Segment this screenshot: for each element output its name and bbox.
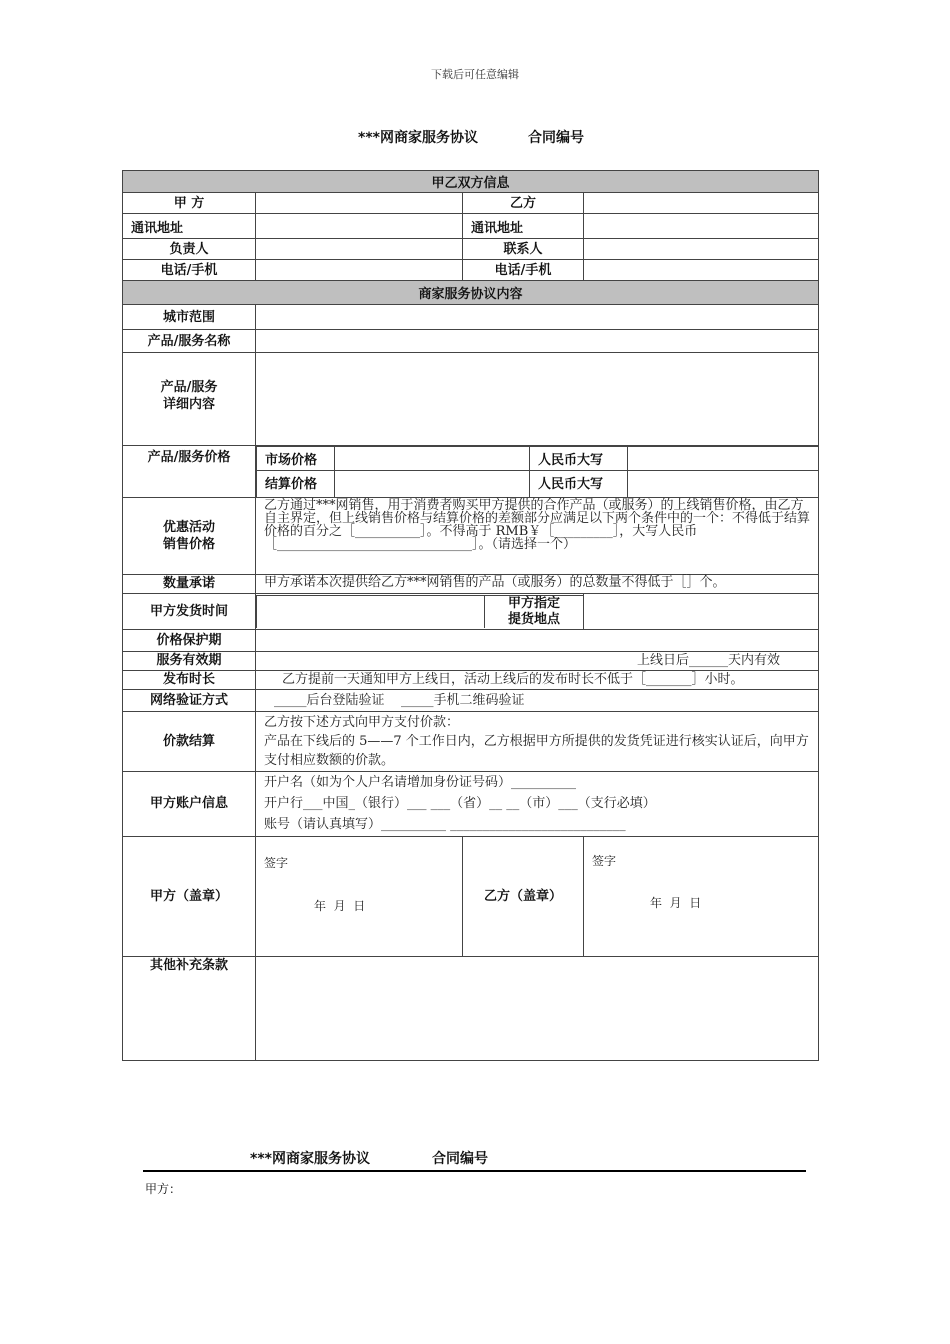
- section-parties-header: 甲乙双方信息: [123, 171, 819, 193]
- phone-a-field[interactable]: [256, 260, 463, 281]
- verify-method-label: 网络验证方式: [123, 689, 256, 711]
- pickup-location-label: 甲方指定 提货地点: [485, 595, 584, 628]
- settle-price-label: 结算价格: [257, 471, 335, 497]
- footer-agreement-name: ***网商家服务协议: [250, 1151, 370, 1167]
- quantity-label: 数量承诺: [123, 574, 256, 593]
- price-protect-field[interactable]: [256, 629, 819, 651]
- party-a-label: 甲 方: [123, 193, 256, 214]
- header-note: 下载后可任意编辑: [431, 68, 519, 81]
- party-b-field[interactable]: [584, 193, 819, 214]
- address-b-field[interactable]: [584, 214, 819, 239]
- pickup-location-field[interactable]: [584, 593, 819, 629]
- contact-b-label: 联系人: [463, 239, 584, 260]
- sign-b-label: 签字: [592, 853, 617, 868]
- ship-time-field[interactable]: [257, 595, 485, 628]
- market-price-label: 市场价格: [257, 447, 335, 471]
- footer-party-a-line: 甲方：: [145, 1182, 182, 1196]
- party-a-field[interactable]: [256, 193, 463, 214]
- phone-b-field[interactable]: [584, 260, 819, 281]
- sign-a-label: 签字: [264, 855, 289, 870]
- quantity-text: 甲方承诺本次提供给乙方***网销售的产品（或服务）的总数量不得低于［］个。: [256, 574, 819, 593]
- account-line-3: 账号（请认真填写）__________ ___________________________: [264, 816, 626, 832]
- rmb-upper-2-label: 人民币大写: [530, 471, 628, 497]
- rmb-upper-1-label: 人民币大写: [530, 447, 628, 471]
- city-scope-label: 城市范围: [123, 305, 256, 330]
- payment-text: [256, 711, 819, 771]
- settle-price-field[interactable]: [335, 471, 530, 497]
- agreement-form: [122, 170, 819, 1061]
- account-line-2: 开户行___中国_（银行）___ ___（省）__ __（市）___（支行必填）: [264, 795, 656, 811]
- product-name-label: 产品/服务名称: [123, 330, 256, 353]
- promo-price-text: 乙方通过***网销售，用于消费者购买甲方提供的合作产品（或服务）的上线销售价格，由乙方自主界定，但上线销售价格与结算价格的差额部分应满足以下两个条件中的一个：不得低于结算价格的百分之［__________］。不得高于 RMB￥［_________］，大写人民币［______________________________］。（请选择一个）: [256, 497, 819, 574]
- signature-b-field[interactable]: [584, 836, 819, 956]
- price-label: 产品/服务价格: [123, 446, 256, 498]
- contact-a-label: 负责人: [123, 239, 256, 260]
- agreement-name: ***网商家服务协议: [358, 130, 478, 146]
- product-name-field[interactable]: [256, 330, 819, 353]
- product-detail-label: 产品/服务 详细内容: [123, 353, 256, 446]
- payment-line-2: 产品在下线后的 5——7 个工作日内，乙方根据甲方所提供的发货凭证进行核实认证后，向甲方支付相应数额的价款。: [264, 733, 809, 768]
- ship-time-split: [256, 595, 583, 628]
- signature-a-field[interactable]: [256, 836, 463, 956]
- price-subtable-cell: [256, 446, 819, 498]
- contract-number-label: 合同编号: [527, 130, 584, 146]
- verify-method-text: _____后台登陆验证 _____手机二维码验证: [256, 689, 819, 711]
- party-b-label: 乙方: [463, 193, 584, 214]
- payment-line-1: 乙方按下述方式向甲方支付价款：: [264, 714, 460, 730]
- document-title: [358, 127, 584, 147]
- address-a-field[interactable]: [256, 214, 463, 239]
- phone-a-label: 电话/手机: [123, 260, 256, 281]
- date-b-label: 年 月 日: [650, 895, 702, 910]
- validity-label: 服务有效期: [123, 651, 256, 670]
- section-content-header: 商家服务协议内容: [123, 281, 819, 305]
- contact-a-field[interactable]: [256, 239, 463, 260]
- price-protect-label: 价格保护期: [123, 629, 256, 651]
- footer-divider: [143, 1170, 806, 1172]
- footer-contract-number-label: 合同编号: [431, 1151, 488, 1167]
- ship-time-cell: [256, 593, 584, 629]
- city-scope-field[interactable]: [256, 305, 819, 330]
- account-label: 甲方账户信息: [123, 771, 256, 836]
- date-a-label: 年 月 日: [314, 898, 366, 913]
- publish-duration-label: 发布时长: [123, 670, 256, 689]
- address-a-label: 通讯地址: [123, 214, 256, 239]
- other-terms-label: 其他补充条款: [123, 956, 256, 1060]
- market-price-field[interactable]: [335, 447, 530, 471]
- footer-title: [250, 1148, 488, 1168]
- stamp-a-label: 甲方（盖章）: [123, 836, 256, 956]
- payment-label: 价款结算: [123, 711, 256, 771]
- publish-duration-text: 乙方提前一天通知甲方上线日，活动上线后的发布时长不低于［_______］小时。: [256, 670, 819, 689]
- validity-text: 上线日后______天内有效: [256, 651, 819, 670]
- product-detail-field[interactable]: [256, 353, 819, 446]
- other-terms-field[interactable]: [256, 956, 819, 1060]
- contact-b-field[interactable]: [584, 239, 819, 260]
- promo-price-label: 优惠活动 销售价格: [123, 497, 256, 574]
- price-subtable: [256, 446, 818, 497]
- account-text: [256, 771, 819, 836]
- account-line-1: 开户名（如为个人户名请增加身份证号码）__________: [264, 774, 577, 790]
- rmb-upper-2-field[interactable]: [628, 471, 819, 497]
- rmb-upper-1-field[interactable]: [628, 447, 819, 471]
- stamp-b-label: 乙方（盖章）: [463, 836, 584, 956]
- ship-time-label: 甲方发货时间: [123, 593, 256, 629]
- phone-b-label: 电话/手机: [463, 260, 584, 281]
- address-b-label: 通讯地址: [463, 214, 584, 239]
